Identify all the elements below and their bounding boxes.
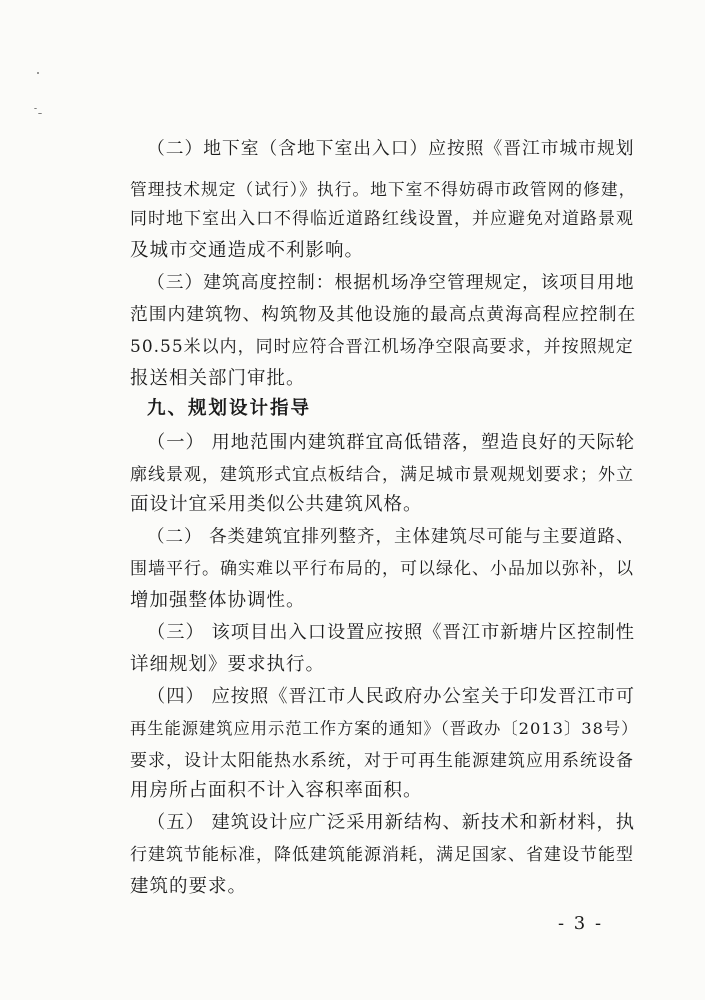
- text-line: 范围内建筑物、构筑物及其他设施的最高点黄海高程应控制在: [130, 305, 637, 325]
- text-line: 再生能源建筑应用示范工作方案的通知》（晋政办〔2013〕38号）: [130, 719, 639, 738]
- text-line: 同时地下室出入口不得临近道路红线设置，并应避免对道路景观: [130, 209, 634, 229]
- text-line: （三） 该项目出入口设置应按照《晋江市新塘片区控制性: [147, 622, 636, 643]
- text-line: 详细规划》要求执行。: [130, 654, 326, 675]
- text-line: 报送相关部门审批。: [130, 368, 306, 389]
- section-heading: 九、规划设计指导: [147, 398, 312, 419]
- text-line: 建筑的要求。: [130, 876, 248, 897]
- text-line: 行建筑节能标准，降低建筑能源消耗，满足国家、省建设节能型: [130, 845, 634, 865]
- text-line: （二） 各类建筑宜排列整齐，主体建筑尽可能与主要道路、: [147, 527, 635, 547]
- text-line: 管理技术规定（试行）》执行。地下室不得妨碍市政管网的修建，: [130, 179, 637, 199]
- text-line: （一） 用地范围内建筑群宜高低错落，塑造良好的天际轮: [147, 432, 636, 453]
- text-line: 要求，设计太阳能热水系统，对于可再生能源建筑应用系统设备: [130, 751, 634, 771]
- text-line: 面设计宜采用类似公共建筑风格。: [130, 494, 423, 515]
- text-line: 及城市交通造成不利影响。: [130, 240, 365, 261]
- scan-speck: [37, 72, 39, 74]
- text-line: （四） 应按照《晋江市人民政府办公室关于印发晋江市可: [147, 686, 636, 707]
- text-line: 50.55米以内，同时应符合晋江机场净空限高要求，并按照规定: [130, 337, 634, 357]
- text-line: 增加强整体协调性。: [130, 590, 306, 611]
- scan-speck: [38, 113, 42, 114]
- page-number: - 3 -: [558, 913, 604, 934]
- scan-speck: [34, 108, 37, 109]
- text-line: 廓线景观，建筑形式宜点板结合，满足城市景观规划要求；外立: [130, 465, 634, 485]
- text-line: （三）建筑高度控制：根据机场净空管理规定，该项目用地: [147, 273, 635, 293]
- text-line: 用房所占面积不计入容积率面积。: [130, 780, 423, 801]
- text-line: （五） 建筑设计应广泛采用新结构、新技术和新材料，执: [147, 812, 636, 833]
- text-line: 围墙平行。确实难以平行布局的，可以绿化、小品加以弥补，以: [130, 559, 634, 579]
- text-line: （二）地下室（含地下室出入口）应按照《晋江市城市规划: [147, 139, 635, 159]
